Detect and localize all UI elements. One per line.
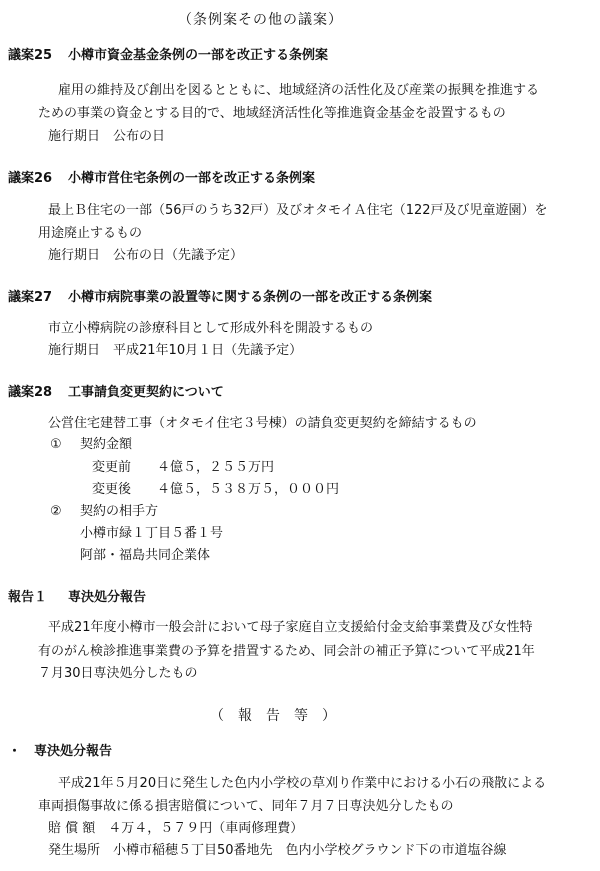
item-label: 契約金額: [80, 437, 133, 452]
bill-title: 小樽市営住宅条例の一部を改正する条例案: [68, 171, 316, 186]
report-id: 報告１: [8, 590, 48, 605]
misc-body-line: 平成21年５月20日に発生した色内小学校の草刈り作業中における小石の飛散による: [58, 776, 547, 791]
misc-body-line: 車両損傷事故に係る損害賠償について、同年７月７日専決処分したもの: [38, 799, 454, 814]
item-number: ②: [50, 504, 62, 519]
bill-effective-date: 施行期日 平成21年10月１日（先議予定）: [48, 343, 303, 358]
misc-report-title: 専決処分報告: [34, 744, 113, 759]
bill-title: 小樽市病院事業の設置等に関する条例の一部を改正する条例案: [68, 290, 433, 305]
item-line: 阿部・福島共同企業体: [80, 548, 211, 563]
item-label: 契約の相手方: [80, 504, 159, 519]
item-number: ①: [50, 437, 62, 452]
item-line: 小樽市緑１丁目５番１号: [80, 526, 224, 541]
bill-body-line: 用途廃止するもの: [38, 226, 143, 241]
bill-body-line: 最上Ｂ住宅の一部（56戸のうち32戸）及びオタモイＡ住宅（122戸及び児童遊園）を: [48, 203, 548, 218]
bill-id: 議案26: [8, 171, 53, 186]
bill-body-line: 公営住宅建替工事（オタモイ住宅３号棟）の請負変更契約を締結するもの: [48, 416, 477, 431]
report-title: 専決処分報告: [68, 590, 147, 605]
bill-id: 議案25: [8, 48, 53, 63]
bill-id: 議案27: [8, 290, 53, 305]
bill-id: 議案28: [8, 385, 53, 400]
bill-effective-date: 施行期日 公布の日（先議予定）: [48, 248, 244, 263]
bill-title: 工事請負変更契約について: [68, 385, 224, 400]
item-line: 変更後 ４億５，５３８万５，０００円: [92, 482, 340, 497]
report-body-line: ７月30日専決処分したもの: [38, 666, 198, 681]
bill-effective-date: 施行期日 公布の日: [48, 129, 166, 144]
report-body-line: 平成21年度小樽市一般会計において母子家庭自立支援給付金支給事業費及び女性特: [48, 620, 533, 635]
damages-amount: 賠 償 額 ４万４，５７９円（車両修理費）: [48, 821, 304, 836]
incident-location: 発生場所 小樽市稲穂５丁目50番地先 色内小学校グラウンド下の市道塩谷線: [48, 843, 507, 858]
bill-title: 小樽市資金基金条例の一部を改正する条例案: [68, 48, 329, 63]
reports-section-title: （報告等）: [210, 708, 350, 724]
bullet: ・: [8, 744, 22, 759]
item-line: 変更前 ４億５，２５５万円: [92, 460, 275, 475]
bill-body-line: 雇用の維持及び創出を図るとともに、地域経済の活性化及び産業の振興を推進する: [58, 83, 540, 98]
bill-body-line: ための事業の資金とする目的で、地域経済活性化等推進資金基金を設置するもの: [38, 106, 506, 121]
bill-body-line: 市立小樽病院の診療科目として形成外科を開設するもの: [48, 321, 374, 336]
section-title: （条例案その他の議案）: [178, 12, 343, 28]
report-body-line: 有のがん検診推進事業費の予算を措置するため、同会計の補正予算について平成21年: [38, 644, 535, 659]
